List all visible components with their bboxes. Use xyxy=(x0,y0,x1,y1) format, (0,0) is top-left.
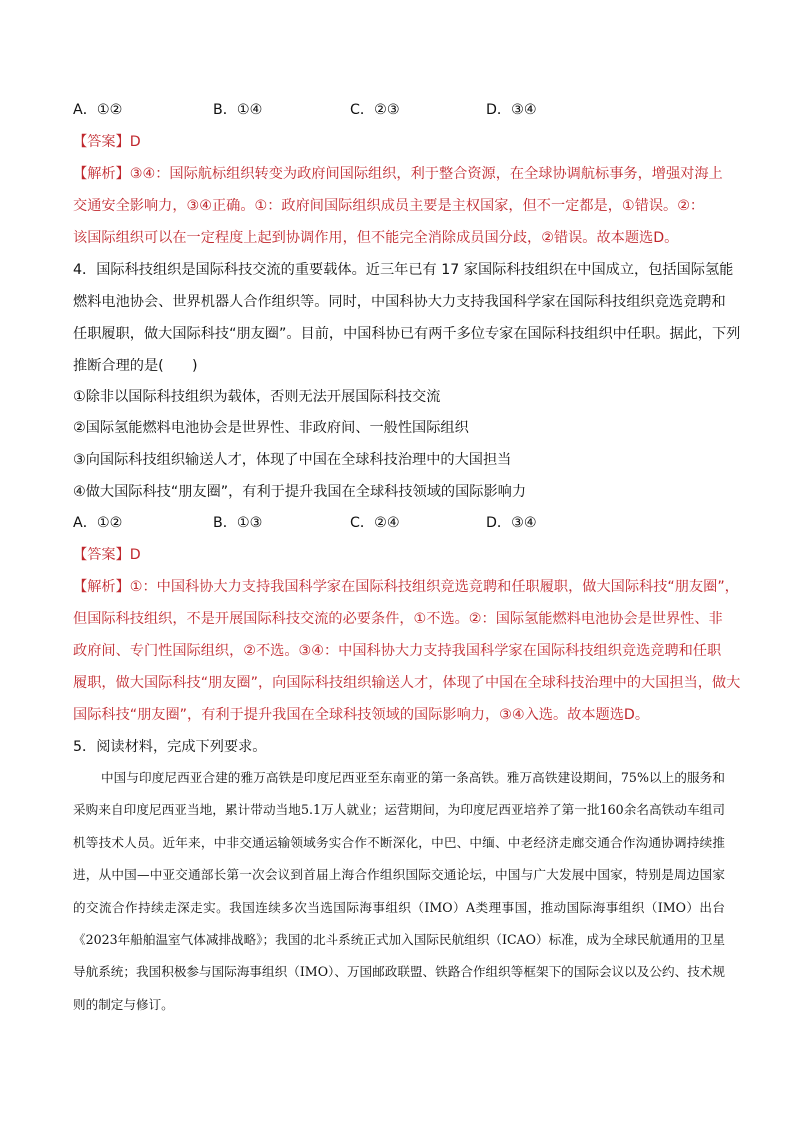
q4-stem-line: 任职履职，做大国际科技“朋友圈”。目前，中国科协已有两千多位专家在国际科技组织中任职。据此，下列 xyxy=(73,326,741,342)
q4-analysis-line: 履职，做大国际科技“朋友圈”，向国际科技组织输送人才，体现了中国在全球科技治理中的大国担当，做大 xyxy=(73,675,741,691)
q4-options xyxy=(73,513,723,533)
q4-analysis-line: 但国际科技组织，不是开展国际科技交流的必要条件，①不选。②：国际氢能燃料电池协会是世界性、非 xyxy=(73,611,723,627)
q5-stem: 5．阅读材料，完成下列要求。 xyxy=(73,739,267,755)
q4-answer: 【答案】D xyxy=(73,547,141,563)
q3-option-c: C．②③ xyxy=(350,102,400,118)
q3-option-a: A．①② xyxy=(73,102,123,118)
q3-answer: 【答案】D xyxy=(73,134,141,150)
q4-option-c: C．②④ xyxy=(350,515,400,531)
q3-options xyxy=(73,100,723,120)
q4-stem-line: 4．国际科技组织是国际科技交流的重要载体。近三年已有 17 家国际科技组织在中国成立，包括国际氢能 xyxy=(73,262,734,278)
q4-stem-line: 燃料电池协会、世界机器人合作组织等。同时，中国科协大力支持我国科学家在国际科技组织竞选竞聘和 xyxy=(73,294,726,310)
q4-statement: ③向国际科技组织输送人才，体现了中国在全球科技治理中的大国担当 xyxy=(73,452,512,468)
q4-option-a: A．①② xyxy=(73,515,123,531)
q3-option-b: B．①④ xyxy=(213,102,263,118)
q4-analysis-line: 政府间、专门性国际组织，②不选。③④：中国科协大力支持我国科学家在国际科技组织竞选竞聘和任职 xyxy=(73,643,722,659)
q4-stem-line: 推断合理的是( ) xyxy=(73,358,198,374)
q4-statement: ①除非以国际科技组织为载体，否则无法开展国际科技交流 xyxy=(73,389,441,405)
q3-analysis-line: 【解析】③④：国际航标组织转变为政府间国际组织，利于整合资源，在全球协调航标事务，增强对海上 xyxy=(73,166,723,182)
q5-material-paragraph: 中国与印度尼西亚合建的雅万高铁是印度尼西亚至东南亚的第一条高铁。雅万高铁建设期间，75%以上的服务和采购来自印度尼西亚当地，累计带动当地5.1万人就业；运营期间，为印度尼西亚培养了第一批160余名高铁动车组司机等技术人员。近年来，中非交通运输领域务实合作不断深化，中巴、中缅、中老经济走廊交通合作沟通协调持续推进，从中国—中亚交通部长第一次会议到首届上海合作组织国际交通论坛，中国与广大发展中国家，特别是周边国家的交流合作持续走深走实。我国连续多次当选国际海事组织（IMO）A类理事国，推动国际海事组织（IMO）出台《2023年船舶温室气体减排战略》；我国的北斗系统正式加入国际民航组织（ICAO）标准，成为全球民航通用的卫星导航系统；我国积极参与国际海事组织（IMO）、万国邮政联盟、铁路合作组织等框架下的国际会议以及公约、技术规则的制定与修订。 xyxy=(73,770,725,1012)
q4-analysis-line: 国际科技“朋友圈”，有利于提升我国在全球科技领域的国际影响力，③④入选。故本题选D。 xyxy=(73,707,650,723)
q5-material xyxy=(73,762,725,1021)
q3-analysis-line: 交通安全影响力，③④正确。①：政府间国际组织成员主要是主权国家，但不一定都是，①错误。②： xyxy=(73,198,705,214)
q3-analysis-line: 该国际组织可以在一定程度上起到协调作用，但不能完全消除成员国分歧，②错误。故本题选D。 xyxy=(73,230,679,246)
q4-statement: ④做大国际科技“朋友圈”，有利于提升我国在全球科技领域的国际影响力 xyxy=(73,484,527,500)
q4-option-b: B．①③ xyxy=(213,515,263,531)
q3-option-d: D．③④ xyxy=(486,102,537,118)
q4-option-d: D．③④ xyxy=(486,515,537,531)
q4-analysis-line: 【解析】①：中国科协大力支持我国科学家在国际科技组织竞选竞聘和任职履职，做大国际科技“朋友圈”， xyxy=(73,579,739,595)
q4-statement: ②国际氢能燃料电池协会是世界性、非政府间、一般性国际组织 xyxy=(73,420,469,436)
